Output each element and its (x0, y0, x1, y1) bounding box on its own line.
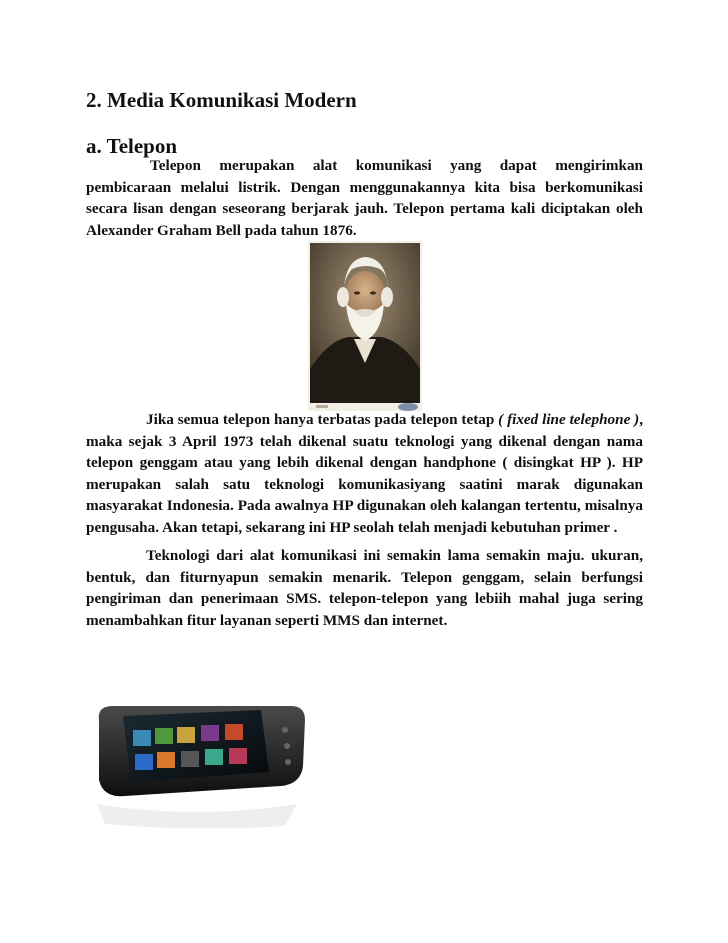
paragraph-handphone (86, 409, 643, 539)
smartphone-image (85, 700, 310, 828)
portrait-photo (308, 241, 422, 411)
paragraph-technology: Teknologi dari alat komunikasi ini semakin lama semakin maju. ukuran, bentuk, dan fiturnyapun semakin menarik. Telepon genggam, selain berfungsi pengiriman dan penerimaan SMS. telepon-telepon yang lebiih mahal juga sering menambahkan fitur layanan seperti MMS dan internet. (86, 547, 643, 629)
section-heading: 2. Media Komunikasi Modern (86, 88, 357, 112)
paragraph-handphone-intro: Jika semua telepon hanya terbatas pada telepon tetap (146, 411, 495, 428)
subsection-heading: a. Telepon (86, 134, 178, 158)
paragraph-handphone-rest: , maka sejak 3 April 1973 telah dikenal suatu teknologi yang dikenal dengan nama telepon genggam atau yang lebih dikenal dengan handphone ( disingkat HP ). HP merupakan salah satu teknologi komunikasiyang saatini marak digunakan masyarakat Indonesia. Pada awalnya HP digunakan oleh kalangan tertentu, misalnya pengusaha. Akan tetapi, sekarang ini HP seolah telah menjadi kebutuhan primer . (86, 411, 643, 536)
paragraph-telepon-intro: Telepon merupakan alat komunikasi yang dapat mengirimkan pembicaraan melalui listrik. Dengan menggunakannya kita bisa berkomunikasi secara lisan dengan seseorang berjarak jauh. Telepon pertama kali diciptakan oleh Alexander Graham Bell pada tahun 1876. (86, 157, 643, 239)
fixed-line-term: ( fixed line telephone ) (498, 411, 640, 428)
